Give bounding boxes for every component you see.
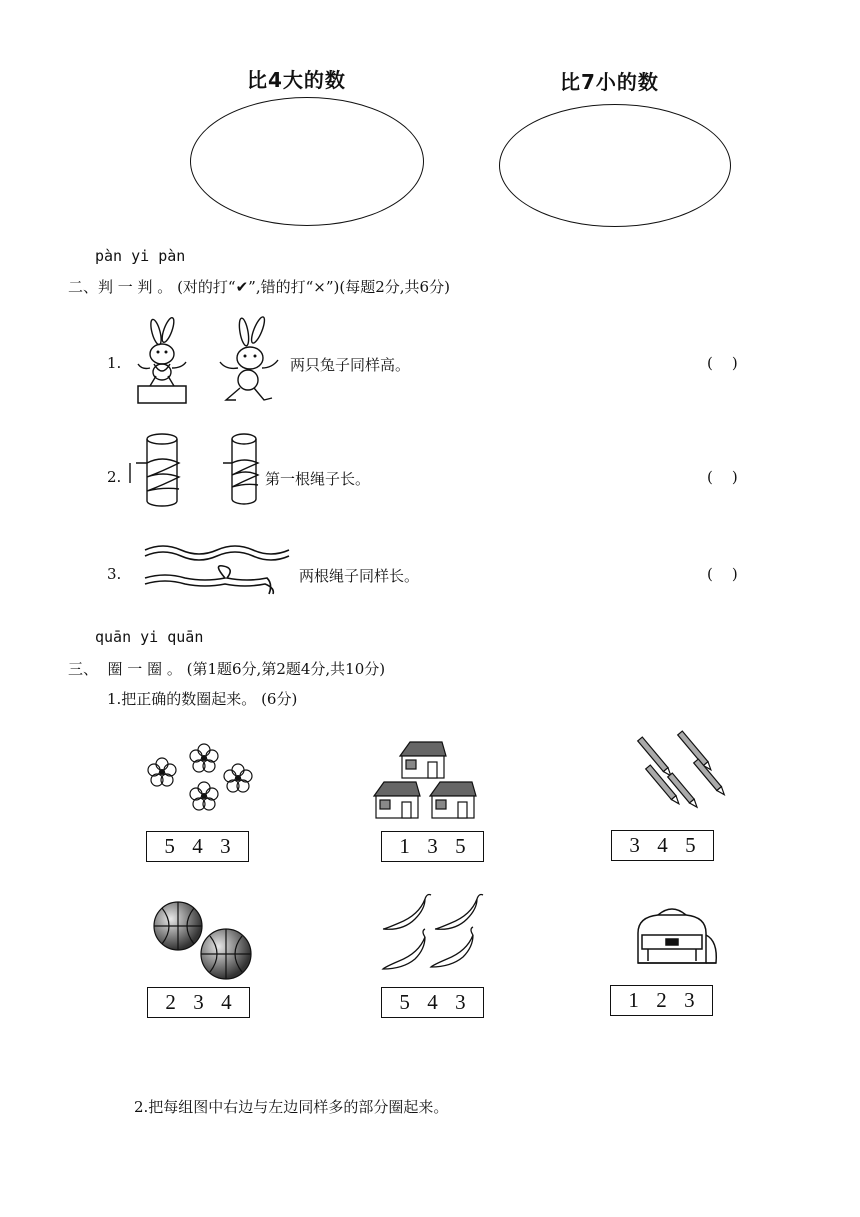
number-choice-box-pencils bbox=[611, 830, 714, 861]
number-option[interactable]: 3 bbox=[193, 990, 204, 1014]
two-ropes-illustration bbox=[143, 542, 293, 598]
number-option[interactable]: 5 bbox=[455, 834, 466, 858]
question-2-text: 第一根绳子长。 bbox=[265, 470, 371, 488]
section3-heading: 三、 圈 一 圈 。 (第1题6分,第2题4分,共10分) bbox=[68, 660, 386, 678]
number-option[interactable]: 4 bbox=[221, 990, 232, 1014]
pencils-picture bbox=[610, 731, 706, 811]
question-1-number: 1. bbox=[107, 354, 122, 372]
number-option[interactable]: 1 bbox=[399, 834, 410, 858]
number-option[interactable]: 3 bbox=[455, 990, 466, 1014]
number-option[interactable]: 3 bbox=[220, 834, 231, 858]
number-option[interactable]: 2 bbox=[165, 990, 176, 1014]
question-1-answer-blank[interactable]: ( ) bbox=[707, 354, 738, 372]
rabbits-illustration bbox=[132, 318, 287, 408]
number-option[interactable]: 1 bbox=[628, 988, 639, 1012]
oval-right-title: 比7小的数 bbox=[560, 70, 659, 94]
question-2-number: 2. bbox=[107, 468, 122, 486]
number-option[interactable]: 5 bbox=[164, 834, 175, 858]
number-choice-box-peppers bbox=[381, 987, 484, 1018]
number-option[interactable]: 5 bbox=[685, 833, 696, 857]
number-choice-box-houses bbox=[381, 831, 484, 862]
number-option[interactable]: 3 bbox=[684, 988, 695, 1012]
number-option[interactable]: 5 bbox=[399, 990, 410, 1014]
peppers-picture bbox=[381, 893, 489, 975]
houses-picture bbox=[372, 740, 478, 820]
question-3-answer-blank[interactable]: ( ) bbox=[707, 565, 738, 583]
section3-question-2: 2.把每组图中右边与左边同样多的部分圈起来。 bbox=[134, 1098, 449, 1116]
ropes-on-cylinders-illustration bbox=[126, 433, 266, 509]
answer-oval-right[interactable] bbox=[499, 104, 731, 227]
basketballs-picture bbox=[152, 898, 254, 982]
section3-pinyin: quān yi quān bbox=[95, 628, 204, 646]
section2-heading: 二、判 一 判 。 (对的打“✔”,错的打“×”)(每题2分,共6分) bbox=[68, 278, 450, 296]
number-choice-box-basketballs bbox=[147, 987, 250, 1018]
number-option[interactable]: 4 bbox=[657, 833, 668, 857]
question-1-text: 两只兔子同样高。 bbox=[290, 356, 411, 374]
number-option[interactable]: 2 bbox=[656, 988, 667, 1012]
question-2-answer-blank[interactable]: ( ) bbox=[707, 468, 738, 486]
number-option[interactable]: 4 bbox=[192, 834, 203, 858]
backpack-picture bbox=[628, 905, 720, 973]
question-3-number: 3. bbox=[107, 565, 122, 583]
question-3-text: 两根绳子同样长。 bbox=[299, 567, 420, 585]
number-choice-box-flowers bbox=[146, 831, 249, 862]
flowers-picture bbox=[146, 738, 258, 820]
oval-left-title: 比4大的数 bbox=[247, 68, 346, 92]
number-choice-box-backpack bbox=[610, 985, 713, 1016]
number-option[interactable]: 4 bbox=[427, 990, 438, 1014]
answer-oval-left[interactable] bbox=[190, 97, 424, 226]
section2-pinyin: pàn yi pàn bbox=[95, 247, 186, 265]
number-option[interactable]: 3 bbox=[629, 833, 640, 857]
number-option[interactable]: 3 bbox=[427, 834, 438, 858]
section3-question-1: 1.把正确的数圈起来。 (6分) bbox=[107, 690, 298, 708]
